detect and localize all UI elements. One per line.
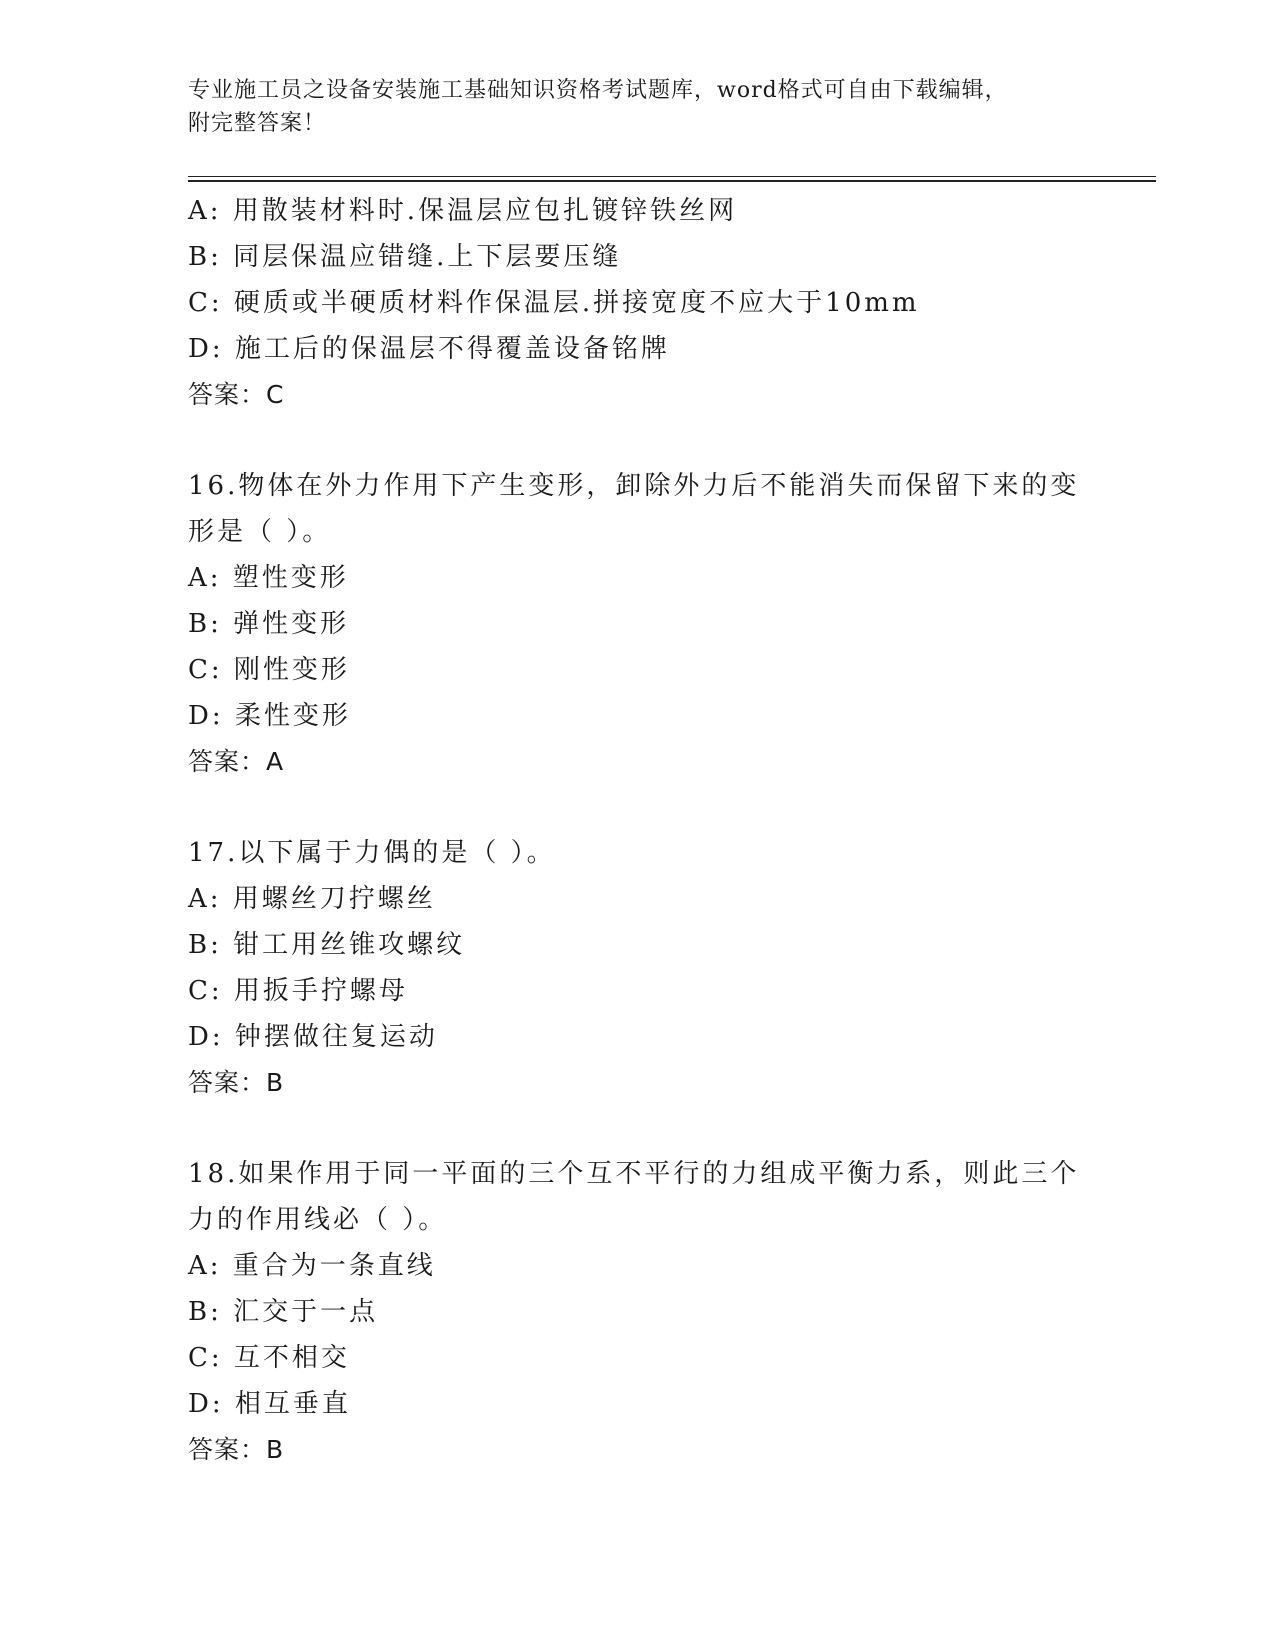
question-stem-line-2: 力的作用线必（ ）。 xyxy=(188,1205,448,1235)
option-a: A: 塑性变形 xyxy=(188,563,349,593)
header-line-2: 附完整答案！ xyxy=(188,111,327,136)
option-c: C: 硬质或半硬质材料作保温层.拼接宽度不应大于10mm xyxy=(188,288,920,318)
option-a: A: 重合为一条直线 xyxy=(188,1251,436,1281)
header-divider-thin xyxy=(188,176,1156,177)
question-16 xyxy=(188,463,1088,785)
option-c: C: 互不相交 xyxy=(188,1343,350,1373)
header-line-1: 专业施工员之设备安装施工基础知识资格考试题库，word格式可自由下载编辑， xyxy=(188,78,1008,103)
answer-label: 答案：A xyxy=(188,747,285,776)
option-a: A: 用螺丝刀拧螺丝 xyxy=(188,884,436,914)
question-stem xyxy=(188,1151,1080,1243)
spacer xyxy=(188,418,1088,463)
answer-label: 答案：B xyxy=(188,1068,285,1097)
answer-label: 答案：C xyxy=(188,380,285,409)
option-d: D: 柔性变形 xyxy=(188,701,351,731)
question-17 xyxy=(188,830,1088,1106)
question-stem-line-2: 形是（ ）。 xyxy=(188,517,332,547)
question-15-tail xyxy=(188,188,1088,418)
option-d: D: 施工后的保温层不得覆盖设备铭牌 xyxy=(188,334,670,364)
option-b: B: 钳工用丝锥攻螺纹 xyxy=(188,930,466,960)
question-list xyxy=(188,188,1088,1473)
question-18 xyxy=(188,1151,1088,1473)
option-b: B: 同层保温应错缝.上下层要压缝 xyxy=(188,242,622,272)
document-header xyxy=(188,74,1088,140)
option-b: B: 弹性变形 xyxy=(188,609,350,639)
question-stem xyxy=(188,830,1068,876)
option-c: C: 用扳手拧螺母 xyxy=(188,976,408,1006)
option-d: D: 钟摆做往复运动 xyxy=(188,1022,438,1052)
option-c: C: 刚性变形 xyxy=(188,655,350,685)
question-stem-line-1: 16.物体在外力作用下产生变形，卸除外力后不能消失而保留下来的变 xyxy=(188,471,1080,501)
option-d: D: 相互垂直 xyxy=(188,1389,351,1419)
spacer xyxy=(188,785,1088,830)
header-divider-thick xyxy=(188,180,1156,182)
answer-label: 答案：B xyxy=(188,1435,285,1464)
question-stem-line-1: 17.以下属于力偶的是（ ）。 xyxy=(188,838,556,868)
question-stem-line-1: 18.如果作用于同一平面的三个互不平行的力组成平衡力系，则此三个 xyxy=(188,1159,1080,1189)
spacer xyxy=(188,1106,1088,1151)
option-b: B: 汇交于一点 xyxy=(188,1297,379,1327)
question-stem xyxy=(188,463,1080,555)
option-a: A: 用散装材料时.保温层应包扎镀锌铁丝网 xyxy=(188,196,738,226)
